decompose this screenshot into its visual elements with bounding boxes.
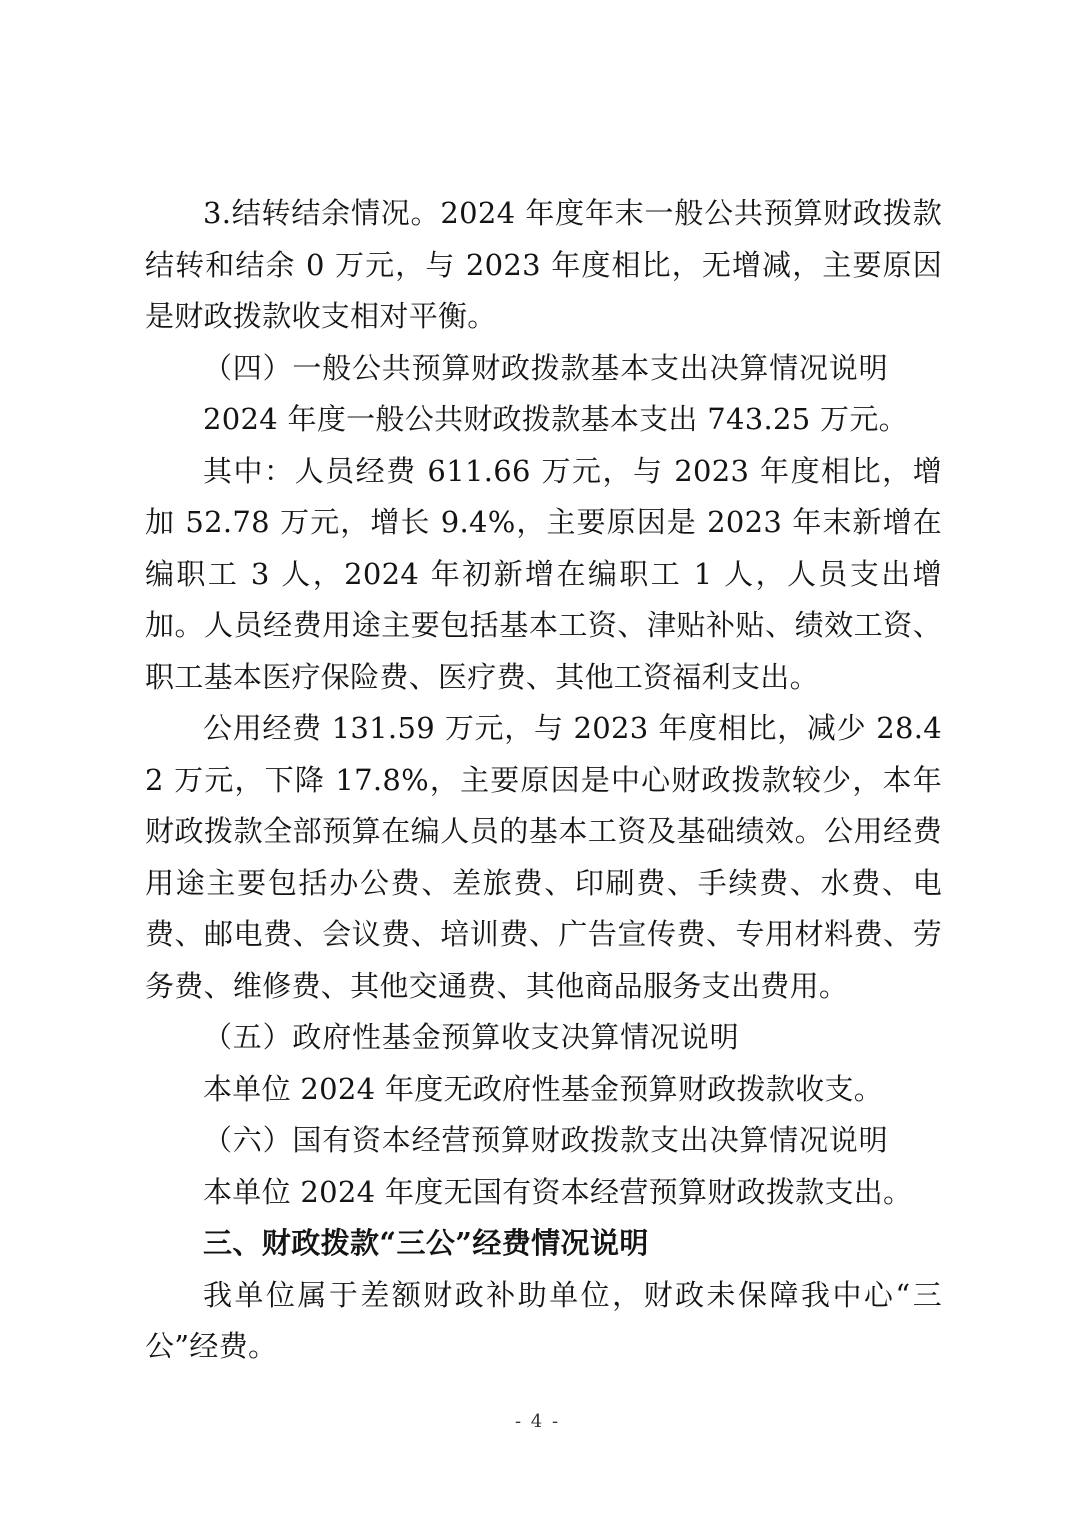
section-heading-government-fund: （五）政府性基金预算收支决算情况说明 (203, 1020, 740, 1054)
section-heading-three-public-expenses: 三、财政拨款“三公”经费情况说明 (203, 1226, 649, 1260)
document-body (145, 188, 942, 1373)
paragraph-state-capital: 本单位 2024 年度无国有资本经营预算财政拨款支出。 (203, 1174, 913, 1209)
section-heading-basic-expenditure: （四）一般公共预算财政拨款基本支出决算情况说明 (203, 350, 889, 385)
paragraph-carryover-balance: 3.结转结余情况。2024 年度年末一般公共预算财政拨款结转和结余 0 万元，与 2023 年度相比，无增减，主要原因是财政拨款收支相对平衡。 (145, 196, 942, 333)
paragraph-personnel-expenses: 其中：人员经费 611.66 万元，与 2023 年度相比，增加 52.78 万元，增长 9.4%，主要原因是 2023 年末新增在编职工 3 人，2024 年初新增在编职工 1 人，人员支出增加。人员经费用途主要包括基本工资、津贴补贴、绩效工资、职工基本医疗保险费、医疗费、其他工资福利支出。 (145, 453, 942, 694)
paragraph-public-expenses: 公用经费 131.59 万元，与 2023 年度相比，减少 28.42 万元，下降 17.8%，主要原因是中心财政拨款较少，本年财政拨款全部预算在编人员的基本工资及基础绩效。公用经费用途主要包括办公费、差旅费、印刷费、手续费、水费、电费、邮电费、会议费、培训费、广告宣传费、专用材料费、劳务费、维修费、其他交通费、其他商品服务支出费用。 (145, 711, 942, 1003)
paragraph-three-public-expenses: 我单位属于差额财政补助单位，财政未保障我中心“三公”经费。 (145, 1277, 942, 1363)
section-heading-state-capital: （六）国有资本经营预算财政拨款支出决算情况说明 (203, 1123, 889, 1157)
page-number: - 4 - (514, 1411, 561, 1432)
paragraph-government-fund: 本单位 2024 年度无政府性基金预算财政拨款收支。 (203, 1071, 884, 1106)
paragraph-basic-expenditure-total: 2024 年度一般公共财政拨款基本支出 743.25 万元。 (203, 402, 908, 436)
